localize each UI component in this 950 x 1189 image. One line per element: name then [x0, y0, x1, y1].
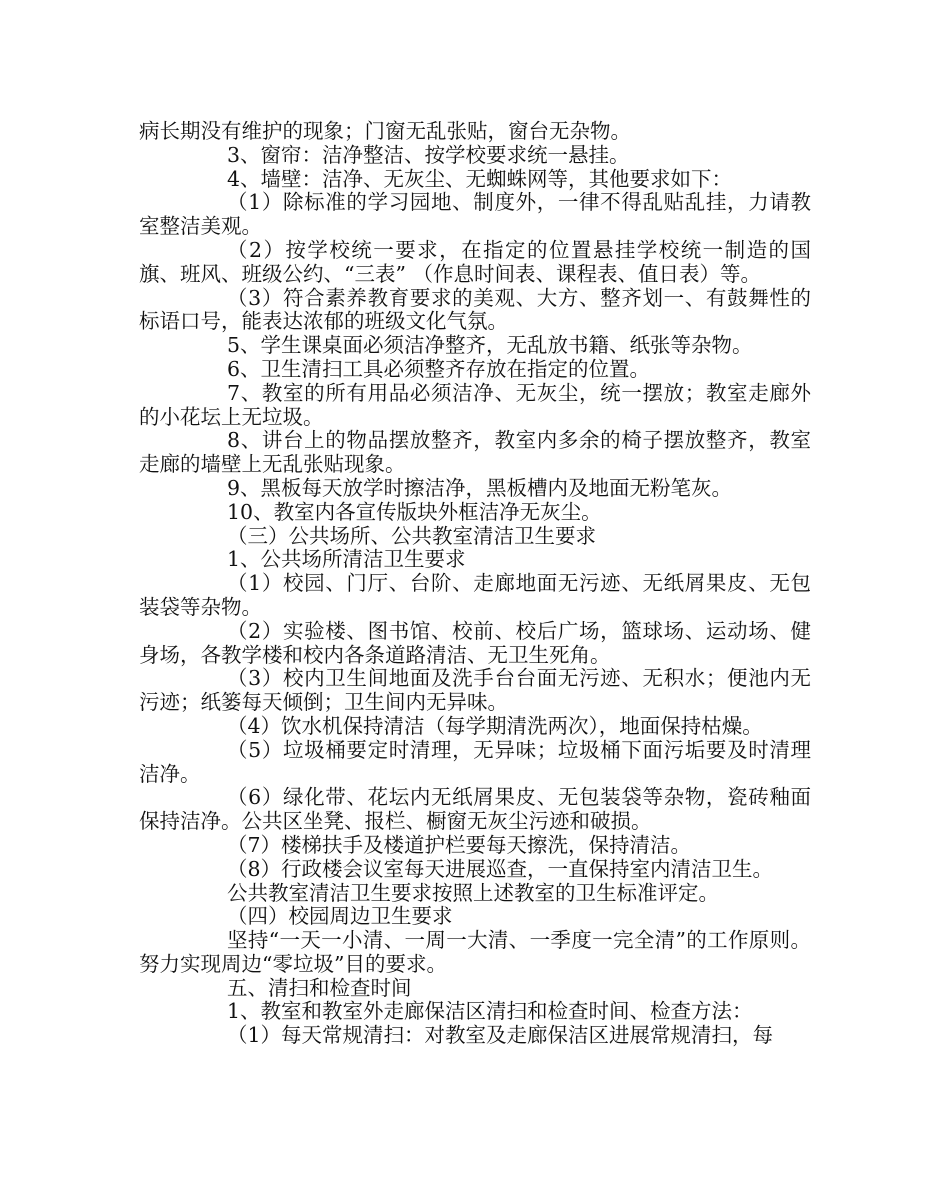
- subsection-heading: 1、公共场所清洁卫生要求: [227, 547, 466, 572]
- paragraph: （3）符合素养教育要求的美观、大方、整齐划一、有鼓舞性的标语口号，能表达浓郁的班级文化气氛。: [139, 285, 811, 334]
- paragraph: （5）垃圾桶要定时清理，无异味；垃圾桶下面污垢要及时清理洁净。: [139, 737, 811, 786]
- paragraph: （8）行政楼会议室每天进展巡查，一直保持室内清洁卫生。: [227, 856, 774, 881]
- paragraph: 7、教室的所有用品必须洁净、无灰尘，统一摆放；教室走廊外的小花坛上无垃圾。: [139, 380, 811, 429]
- paragraph: （1）每天常规清扫：对教室及走廊保洁区进展常规清扫，每: [227, 1023, 774, 1048]
- paragraph: （4）饮水机保持清洁（每学期清洗两次），地面保持枯燥。: [227, 713, 763, 738]
- paragraph: （7）楼梯扶手及楼道护栏要每天擦洗，保持清洁。: [227, 832, 692, 857]
- paragraph: （1）校园、门厅、台阶、走廊地面无污迹、无纸屑果皮、无包装袋等杂物。: [139, 571, 811, 619]
- paragraph: （1）除标准的学习园地、制度外，一律不得乱贴乱挂，力请教室整洁美观。: [139, 190, 811, 239]
- paragraph: 3、窗帘：洁净整洁、按学校要求统一悬挂。: [227, 142, 630, 167]
- paragraph: （3）校内卫生间地面及洗手台台面无污迹、无积水；便池内无污迹；纸篓每天倾倒；卫生间内无异味。: [139, 666, 811, 715]
- paragraph: 9、黑板每天放学时擦洁净，黑板槽内及地面无粉笔灰。: [227, 475, 733, 500]
- section-heading: （三）公共场所、公共教室清洁卫生要求: [227, 523, 596, 548]
- paragraph: 4、墙壁：洁净、无灰尘、无蜘蛛网等，其他要求如下：: [227, 166, 733, 191]
- section-heading: 五、清扫和检查时间: [227, 975, 412, 1000]
- paragraph: （6）绿化带、花坛内无纸屑果皮、无包装袋等杂物，瓷砖釉面保持洁净。公共区坐凳、报栏、橱窗无灰尘污迹和破损。: [139, 785, 811, 834]
- paragraph: 5、学生课桌面必须洁净整齐，无乱放书籍、纸张等杂物。: [227, 333, 753, 358]
- paragraph: 10、教室内各宣传版块外框洁净无灰尘。: [227, 499, 602, 524]
- paragraph: （2）实验楼、图书馆、校前、校后广场，篮球场、运动场、健身场，各教学楼和校内各条道路清洁、无卫生死角。: [139, 618, 811, 667]
- paragraph: （2）按学校统一要求，在指定的位置悬挂学校统一制造的国旗、班风、班级公约、“三表” （作息时间表、课程表、值日表）等。: [139, 237, 811, 286]
- paragraph: 6、卫生清扫工具必须整齐存放在指定的位置。: [227, 356, 651, 381]
- subsection-heading: 1、教室和教室外走廊保洁区清扫和检查时间、检查方法：: [227, 999, 753, 1024]
- paragraph: 8、讲台上的物品摆放整齐，教室内多余的椅子摆放整齐，教室走廊的墙壁上无乱张贴现象。: [139, 428, 811, 477]
- section-heading: （四）校园周边卫生要求: [227, 904, 453, 929]
- paragraph: 公共教室清洁卫生要求按照上述教室的卫生标准评定。: [227, 880, 719, 905]
- document-body: [139, 120, 811, 1048]
- paragraph: 病长期没有维护的现象；门窗无乱张贴，窗台无杂物。: [139, 119, 631, 143]
- paragraph: 坚持“一天一小清、一周一大清、一季度一完全清”的工作原则。努力实现周边“零垃圾”目的要求。: [139, 928, 811, 976]
